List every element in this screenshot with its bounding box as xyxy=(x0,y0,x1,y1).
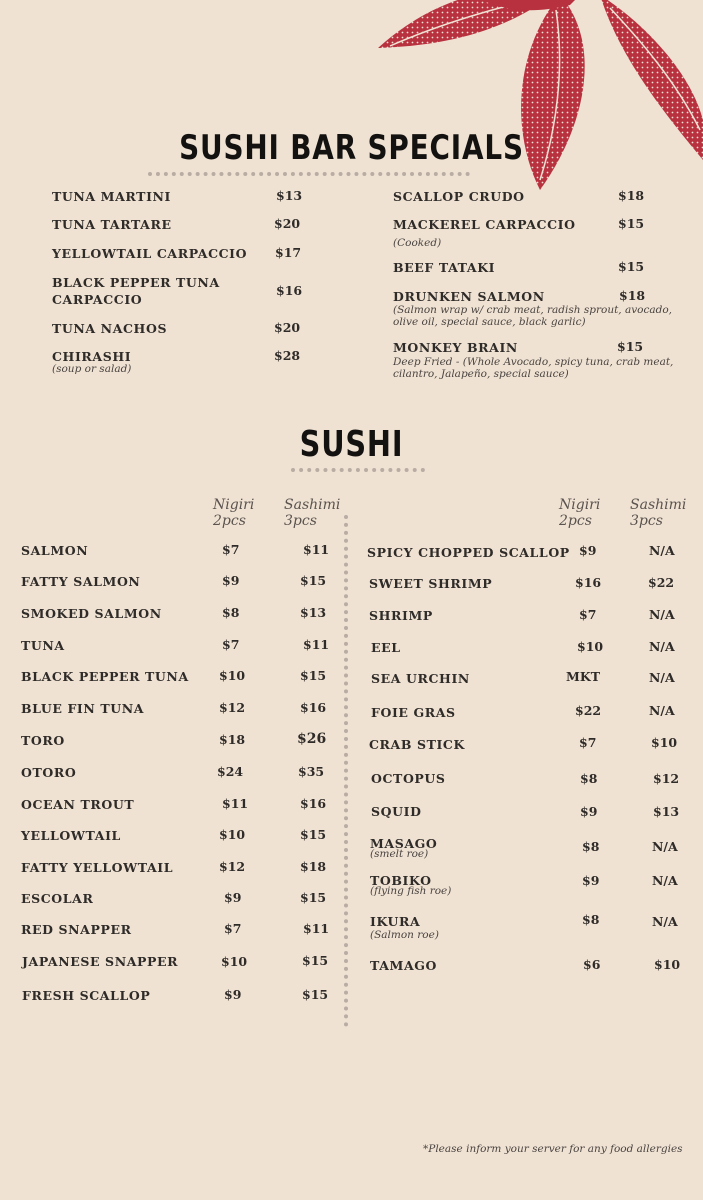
specials-item-note: Deep Fried - (Whole Avocado, spicy tuna, crab meat, xyxy=(393,356,674,368)
specials-item-name: TUNA NACHOS xyxy=(52,321,168,336)
specials-item-name: BLACK PEPPER TUNA xyxy=(52,275,220,290)
sashimi-price: N/A xyxy=(649,703,675,718)
sushi-item-name: OCTOPUS xyxy=(371,771,446,786)
specials-item-price: $20 xyxy=(274,216,301,231)
specials-item-price: $13 xyxy=(276,188,303,203)
sashimi-price: $22 xyxy=(648,575,675,590)
sushi-item-name: OTORO xyxy=(21,765,77,780)
specials-item-price: $18 xyxy=(618,188,645,203)
sushi-item-name: RED SNAPPER xyxy=(21,922,132,937)
sushi-item-name: FOIE GRAS xyxy=(371,705,456,720)
sashimi-header-pcs: 3pcs xyxy=(630,513,663,529)
nigiri-price: $9 xyxy=(582,873,600,888)
nigiri-price: $8 xyxy=(582,839,600,854)
specials-item-name-line2: CARPACCIO xyxy=(52,292,143,307)
nigiri-price: $8 xyxy=(582,912,600,927)
sushi-item-name: BLACK PEPPER TUNA xyxy=(21,669,189,684)
specials-item-price: $18 xyxy=(619,288,646,303)
nigiri-price: $7 xyxy=(579,735,597,750)
sashimi-price: $10 xyxy=(651,735,678,750)
nigiri-price: $10 xyxy=(577,639,604,654)
sashimi-header-label: Sashimi xyxy=(630,497,687,513)
specials-item-price: $16 xyxy=(276,283,303,298)
nigiri-header-pcs: 2pcs xyxy=(559,513,592,529)
nigiri-price: $9 xyxy=(580,804,598,819)
specials-item-name: TUNA TARTARE xyxy=(52,217,172,232)
sushi-item-name: FATTY SALMON xyxy=(21,574,141,589)
specials-item-name: CHIRASHI xyxy=(52,349,132,364)
specials-item-note: (Cooked) xyxy=(393,237,442,249)
specials-item-price: $15 xyxy=(618,216,645,231)
sushi-item-name: SALMON xyxy=(21,543,89,558)
nigiri-header-pcs: 2pcs xyxy=(213,513,246,529)
sushi-item-name: SEA URCHIN xyxy=(371,671,470,686)
nigiri-price: $9 xyxy=(224,890,242,905)
nigiri-header xyxy=(213,497,254,529)
sushi-item-name: FRESH SCALLOP xyxy=(22,988,151,1003)
sushi-item-note: (flying fish roe) xyxy=(370,885,452,897)
sashimi-price: N/A xyxy=(649,670,675,685)
specials-item-name: BEEF TATAKI xyxy=(393,260,496,275)
specials-item-name: MACKEREL CARPACCIO xyxy=(393,217,576,232)
sashimi-price: $13 xyxy=(300,605,327,620)
sushi-item-name: SMOKED SALMON xyxy=(21,606,162,621)
nigiri-price: $7 xyxy=(224,921,242,936)
sashimi-price: $35 xyxy=(298,764,325,779)
sushi-item-name: TORO xyxy=(21,733,65,748)
specials-item-price: $15 xyxy=(618,259,645,274)
sushi-item-name: SPICY CHOPPED SCALLOP xyxy=(367,545,570,560)
sashimi-price: N/A xyxy=(649,607,675,622)
nigiri-price: $9 xyxy=(579,543,597,558)
sushi-item-name: MASAGO xyxy=(370,836,438,851)
specials-item-note: (soup or salad) xyxy=(52,363,132,375)
sashimi-price: $15 xyxy=(300,827,327,842)
nigiri-price: $10 xyxy=(219,827,246,842)
sushi-item-note: (Salmon roe) xyxy=(370,929,439,941)
sushi-column-divider xyxy=(344,515,348,1027)
sashimi-price: N/A xyxy=(652,839,678,854)
sushi-item-name: OCEAN TROUT xyxy=(21,797,135,812)
sashimi-header-pcs: 3pcs xyxy=(284,513,317,529)
sashimi-price: $15 xyxy=(302,987,329,1002)
nigiri-price: $9 xyxy=(224,987,242,1002)
sashimi-price: N/A xyxy=(649,639,675,654)
nigiri-price: $8 xyxy=(580,771,598,786)
nigiri-price: $12 xyxy=(219,700,246,715)
sushi-item-name: SHRIMP xyxy=(369,608,433,623)
specials-item-name: DRUNKEN SALMON xyxy=(393,289,545,304)
specials-divider xyxy=(148,172,470,176)
nigiri-price: $10 xyxy=(219,668,246,683)
sushi-item-name: BLUE FIN TUNA xyxy=(21,701,145,716)
sashimi-price: $11 xyxy=(303,637,330,652)
sashimi-price: $18 xyxy=(300,859,327,874)
sashimi-price: $11 xyxy=(303,921,330,936)
sushi-item-name: EEL xyxy=(371,640,401,655)
sashimi-price: $13 xyxy=(653,804,680,819)
specials-item-price: $20 xyxy=(274,320,301,335)
sashimi-price: $16 xyxy=(300,700,327,715)
specials-item-note: (Salmon wrap w/ crab meat, radish sprout, avocado, xyxy=(393,304,673,316)
sashimi-price: $11 xyxy=(303,542,330,557)
nigiri-header xyxy=(559,497,600,529)
nigiri-price: $11 xyxy=(222,796,249,811)
sashimi-price: $26 xyxy=(297,731,327,747)
sushi-title: SUSHI xyxy=(299,424,404,465)
specials-item-price: $15 xyxy=(617,339,644,354)
flower-petals-illustration xyxy=(0,0,703,200)
nigiri-header-label: Nigiri xyxy=(213,497,255,513)
sushi-item-name: SWEET SHRIMP xyxy=(369,576,493,591)
sushi-item-name: ESCOLAR xyxy=(21,891,94,906)
sashimi-price: $15 xyxy=(302,953,329,968)
sashimi-price: N/A xyxy=(652,914,678,929)
nigiri-price: $7 xyxy=(579,607,597,622)
nigiri-price: $7 xyxy=(222,637,240,652)
sashimi-price: $12 xyxy=(653,771,680,786)
sashimi-header xyxy=(284,497,340,529)
nigiri-price: $8 xyxy=(222,605,240,620)
sushi-item-name: TUNA xyxy=(21,638,65,653)
nigiri-price: $6 xyxy=(583,957,601,972)
specials-item-note-line2: olive oil, special sauce, black garlic) xyxy=(393,316,586,328)
specials-title: SUSHI BAR SPECIALS xyxy=(179,128,524,168)
sushi-item-name: SQUID xyxy=(371,804,422,819)
sashimi-header xyxy=(630,497,686,529)
specials-item-name: MONKEY BRAIN xyxy=(393,340,518,355)
nigiri-price: $7 xyxy=(222,542,240,557)
nigiri-header-label: Nigiri xyxy=(559,497,601,513)
sushi-item-name: TOBIKO xyxy=(370,873,432,888)
allergy-footnote: *Please inform your server for any food allergies xyxy=(423,1143,683,1155)
sashimi-price: $16 xyxy=(300,796,327,811)
nigiri-price: $18 xyxy=(219,732,246,747)
nigiri-price: $24 xyxy=(217,764,244,779)
specials-item-note-line2: cilantro, Jalapeño, special sauce) xyxy=(393,368,569,380)
specials-item-price: $17 xyxy=(275,245,302,260)
sushi-item-name: TAMAGO xyxy=(370,958,438,973)
sushi-item-name: JAPANESE SNAPPER xyxy=(22,954,179,969)
sashimi-header-label: Sashimi xyxy=(284,497,341,513)
sushi-item-name: YELLOWTAIL xyxy=(21,828,121,843)
sushi-divider xyxy=(291,468,425,472)
sashimi-price: N/A xyxy=(649,543,675,558)
sashimi-price: $10 xyxy=(654,957,681,972)
sashimi-price: N/A xyxy=(652,873,678,888)
nigiri-price: MKT xyxy=(566,669,601,684)
nigiri-price: $10 xyxy=(221,954,248,969)
nigiri-price: $16 xyxy=(575,575,602,590)
sushi-item-name: CRAB STICK xyxy=(369,737,465,752)
sushi-item-note: (smelt roe) xyxy=(370,848,429,860)
sashimi-price: $15 xyxy=(300,890,327,905)
sushi-item-name: FATTY YELLOWTAIL xyxy=(21,860,174,875)
nigiri-price: $22 xyxy=(575,703,602,718)
specials-item-name: SCALLOP CRUDO xyxy=(393,189,525,204)
nigiri-price: $9 xyxy=(222,573,240,588)
specials-item-name: YELLOWTAIL CARPACCIO xyxy=(52,246,248,261)
sashimi-price: $15 xyxy=(300,668,327,683)
sushi-item-name: IKURA xyxy=(370,914,421,929)
sashimi-price: $15 xyxy=(300,573,327,588)
nigiri-price: $12 xyxy=(219,859,246,874)
specials-item-price: $28 xyxy=(274,348,301,363)
specials-item-name: TUNA MARTINI xyxy=(52,189,172,204)
